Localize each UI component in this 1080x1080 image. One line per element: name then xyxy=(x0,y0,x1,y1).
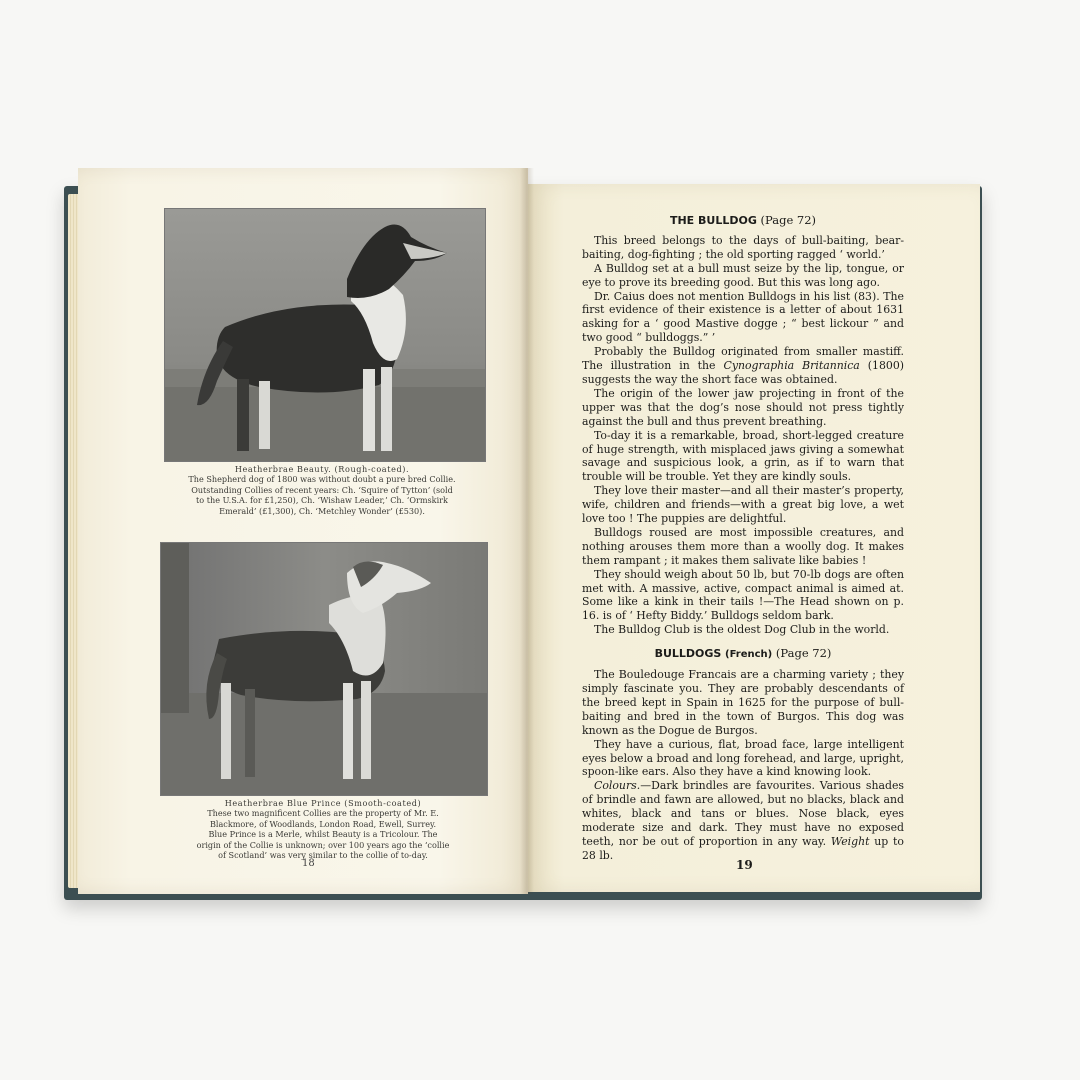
heading-page-ref: (Page 72) xyxy=(775,646,832,661)
photo-2-caption-title: Heatherbrae Blue Prince (Smooth-coated) xyxy=(224,798,422,808)
paragraph: They love their master—and all their master’s property, wife, children and friends—with a great big love, a wet love too ! The puppies are delightful. xyxy=(582,484,904,526)
paragraph xyxy=(582,779,904,862)
caption-line: Blackmore, of Woodlands, London Road, Ewell, Surrey. xyxy=(209,818,437,829)
heading-title: THE BULLDOG xyxy=(669,214,757,227)
page-number-left: 18 xyxy=(302,858,315,869)
collie-photo-smooth-coated xyxy=(160,542,488,796)
heading-subtitle: (French) xyxy=(725,649,773,661)
caption-line: Outstanding Collies of recent years: Ch. ‘Squire of Tytton’ (sold xyxy=(191,484,453,495)
section-heading-french-bulldogs xyxy=(582,647,904,662)
paragraph-text: (1800) suggests the way the short face was obtained. xyxy=(582,359,904,386)
page-number-right: 19 xyxy=(736,858,753,872)
paragraph: A Bulldog set at a bull must seize by the lip, tongue, or eye to prove its breeding good. But this was long ago. xyxy=(582,261,904,289)
label-italic: Weight xyxy=(830,834,870,848)
caption-line: The Shepherd dog of 1800 was without doubt a pure bred Collie. xyxy=(188,474,456,485)
paragraph-text: Probably the Bulldog originated from smaller mastiff. The illustration in the xyxy=(582,345,904,373)
paragraph: Dr. Caius does not mention Bulldogs in his list (83). The first evidence of their existence is a letter of about 1631 asking for a ‘ good Mastive dogge ; “ best lickour ” and two good “ bulldoggs.” ’ xyxy=(582,289,904,345)
paragraph-text: up to 28 lb. xyxy=(582,834,904,862)
paragraph xyxy=(582,345,904,387)
caption-line: to the U.S.A. for £1,250), Ch. ‘Wishaw Leader,’ Ch. ‘Ormskirk xyxy=(196,495,448,506)
caption-line: These two magnificent Collies are the property of Mr. E. xyxy=(207,808,439,819)
label-italic: Colours. xyxy=(594,779,641,793)
paragraph: The Bulldog Club is the oldest Dog Club in the world. xyxy=(594,623,890,637)
paragraph: They have a curious, flat, broad face, large intelligent eyes below a broad and long forehead, and large, upright, spoon-like ears. Also they have a kind knowing look. xyxy=(582,737,904,779)
book-title-italic: Cynographia Britannica xyxy=(723,359,860,373)
photo-2-caption xyxy=(176,798,470,860)
paragraph: The origin of the lower jaw projecting in front of the upper was that the dog’s nose should not press tightly against the bull and thus prevent breathing. xyxy=(582,386,904,428)
caption-line: Blue Prince is a Merle, whilst Beauty is a Tricolour. The xyxy=(208,829,438,840)
paragraph: The Bouledouge Francais are a charming variety ; they simply fascinate you. They are probably descendants of the breed kept in Spain in 1625 for the purpose of bull-baiting and bred in the town of Burgos. This dog was known as the Dogue de Burgos. xyxy=(582,668,904,737)
photo-1-caption xyxy=(172,464,472,516)
heading-page-ref: (Page 72) xyxy=(760,213,817,227)
heading-title: BULLDOGS xyxy=(654,647,722,661)
photo-1-caption-title: Heatherbrae Beauty. (Rough-coated). xyxy=(234,464,410,474)
paragraph: To-day it is a remarkable, broad, short-legged creature of huge strength, with misplaced jaws giving a somewhat savage and suspicious look, a grin, as if to warn that trouble will be trouble. Yet they are kindly souls. xyxy=(582,428,904,484)
caption-line: origin of the Collie is unknown; over 100 years ago the ‘collie xyxy=(196,839,450,850)
book-gutter xyxy=(520,168,534,894)
section-heading-bulldog xyxy=(582,214,904,228)
paragraph: Bulldogs roused are most impossible creatures, and nothing arouses them more than a woolly dog. It makes them rampant ; it makes them salivate like babies ! xyxy=(582,525,904,567)
caption-line: Emerald’ (£1,300), Ch. ‘Metchley Wonder’ (£530). xyxy=(219,505,425,516)
caption-line: of Scotland’ was very similar to the collie of to-day. xyxy=(218,850,428,861)
collie-photo-rough-coated xyxy=(164,208,486,462)
paragraph-text: —Dark brindles are favourites. Various shades of brindle and fawn are allowed, but no blacks, black and whites, black and tans or blues. Nose black, eyes moderate size and dark. They must have no exposed teeth, nor be out of proportion in any way. xyxy=(582,779,904,848)
paragraph: This breed belongs to the days of bull-baiting, bear-baiting, dog-fighting ; the old sporting ragged ‘ world.’ xyxy=(582,233,904,261)
right-page-text xyxy=(582,214,904,863)
paragraph: They should weigh about 50 lb, but 70-lb dogs are often met with. A massive, active, compact animal is aimed at. Some like a kink in their tails !—The Head shown on p. 16. is of ‘ Hefty Biddy.’ Bulldogs seldom bark. xyxy=(582,567,904,623)
